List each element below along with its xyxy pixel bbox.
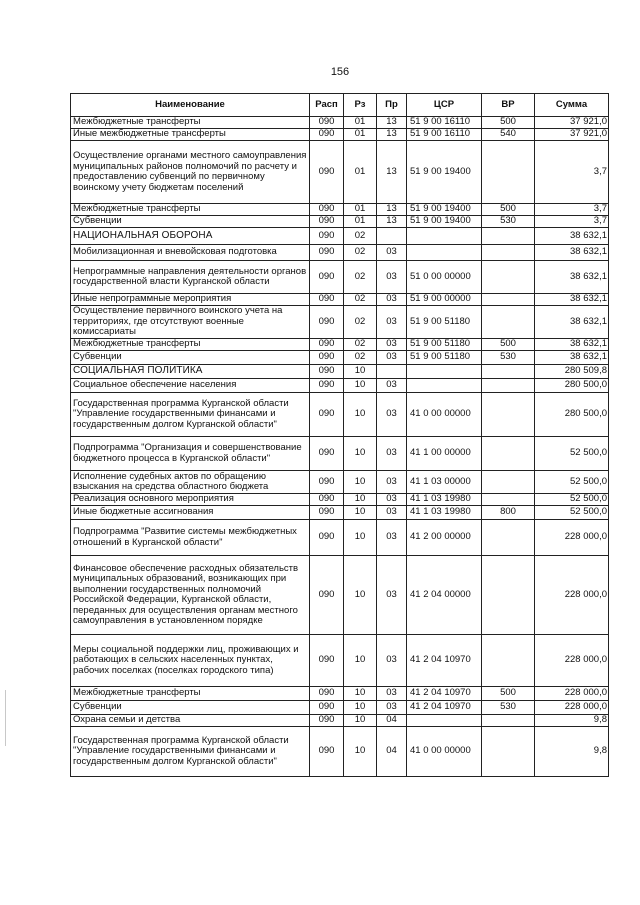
cell-name: Иные бюджетные ассигнования	[71, 506, 310, 520]
cell-rasp: 090	[310, 471, 344, 494]
header-rasp: Расп	[310, 94, 344, 117]
header-row	[71, 94, 609, 117]
cell-sum: 228 000,0	[535, 520, 609, 556]
cell-sum: 38 632,1	[535, 245, 609, 261]
cell-vr	[482, 306, 535, 339]
cell-rasp: 090	[310, 306, 344, 339]
cell-sum: 52 500,0	[535, 506, 609, 520]
table-row	[71, 261, 609, 294]
table-body	[71, 117, 609, 777]
cell-vr: 500	[482, 339, 535, 351]
cell-sum: 228 000,0	[535, 635, 609, 687]
cell-sum: 3,7	[535, 216, 609, 228]
cell-pr: 03	[377, 379, 407, 393]
cell-pr: 13	[377, 117, 407, 129]
table-row	[71, 351, 609, 365]
cell-pr	[377, 228, 407, 245]
cell-csr: 51 9 00 16110	[407, 129, 482, 141]
cell-csr: 41 2 04 10970	[407, 701, 482, 715]
cell-rz: 10	[344, 379, 377, 393]
cell-name: НАЦИОНАЛЬНАЯ ОБОРОНА	[71, 228, 310, 245]
table-row	[71, 216, 609, 228]
cell-sum: 9,8	[535, 715, 609, 727]
cell-rz: 01	[344, 117, 377, 129]
cell-vr: 530	[482, 701, 535, 715]
cell-vr	[482, 556, 535, 635]
cell-csr: 51 9 00 00000	[407, 294, 482, 306]
cell-csr: 41 2 04 10970	[407, 687, 482, 701]
cell-csr: 41 1 03 19980	[407, 494, 482, 506]
header-name: Наименование	[71, 94, 310, 117]
cell-pr: 03	[377, 471, 407, 494]
cell-pr: 03	[377, 635, 407, 687]
cell-rz: 10	[344, 365, 377, 379]
cell-rz: 02	[344, 245, 377, 261]
cell-sum: 38 632,1	[535, 339, 609, 351]
table-row	[71, 687, 609, 701]
table-row	[71, 117, 609, 129]
header-rz: Рз	[344, 94, 377, 117]
table-row	[71, 520, 609, 556]
cell-pr	[377, 365, 407, 379]
table-row	[71, 727, 609, 777]
cell-pr: 13	[377, 141, 407, 204]
cell-rz: 02	[344, 228, 377, 245]
cell-rz: 10	[344, 687, 377, 701]
cell-csr	[407, 245, 482, 261]
cell-csr: 51 9 00 51180	[407, 339, 482, 351]
cell-csr: 51 0 00 00000	[407, 261, 482, 294]
cell-rasp: 090	[310, 245, 344, 261]
cell-rasp: 090	[310, 339, 344, 351]
cell-vr	[482, 715, 535, 727]
cell-vr	[482, 393, 535, 437]
cell-csr: 41 2 00 00000	[407, 520, 482, 556]
table-row	[71, 715, 609, 727]
cell-sum: 9,8	[535, 727, 609, 777]
cell-rasp: 090	[310, 294, 344, 306]
cell-csr: 51 9 00 19400	[407, 204, 482, 216]
cell-csr: 41 2 04 00000	[407, 556, 482, 635]
cell-pr: 03	[377, 339, 407, 351]
cell-rz: 02	[344, 261, 377, 294]
cell-name: Реализация основного мероприятия	[71, 494, 310, 506]
cell-vr: 540	[482, 129, 535, 141]
cell-sum: 3,7	[535, 141, 609, 204]
cell-sum: 37 921,0	[535, 129, 609, 141]
cell-rz: 10	[344, 556, 377, 635]
cell-csr: 41 1 00 00000	[407, 437, 482, 471]
cell-rasp: 090	[310, 437, 344, 471]
table-row	[71, 701, 609, 715]
table-row	[71, 437, 609, 471]
cell-rasp: 090	[310, 687, 344, 701]
cell-rasp: 090	[310, 715, 344, 727]
cell-name: Осуществление органами местного самоуправления муниципальных районов полномочий по расчету и предоставлению субвенций по первичному воинскому учету бюджетам поселений	[71, 141, 310, 204]
table-row	[71, 379, 609, 393]
cell-rz: 01	[344, 129, 377, 141]
budget-table	[70, 93, 609, 777]
cell-sum: 52 500,0	[535, 437, 609, 471]
cell-csr	[407, 715, 482, 727]
cell-csr	[407, 379, 482, 393]
cell-name: Охрана семьи и детства	[71, 715, 310, 727]
cell-rz: 01	[344, 204, 377, 216]
cell-name: Межбюджетные трансферты	[71, 687, 310, 701]
cell-csr: 41 0 00 00000	[407, 393, 482, 437]
cell-name: Подпрограмма "Развитие системы межбюджетных отношений в Курганской области"	[71, 520, 310, 556]
cell-vr	[482, 494, 535, 506]
cell-csr: 51 9 00 16110	[407, 117, 482, 129]
cell-name: Непрограммные направления деятельности органов государственной власти Курганской области	[71, 261, 310, 294]
cell-name: Государственная программа Курганской области "Управление государственными финансами и государственным долгом Курганской области"	[71, 393, 310, 437]
table-row	[71, 129, 609, 141]
cell-rz: 10	[344, 715, 377, 727]
table-row	[71, 294, 609, 306]
cell-pr: 03	[377, 245, 407, 261]
table-row	[71, 635, 609, 687]
header-sum: Сумма	[535, 94, 609, 117]
cell-name: Межбюджетные трансферты	[71, 339, 310, 351]
table-row	[71, 141, 609, 204]
cell-name: Иные межбюджетные трансферты	[71, 129, 310, 141]
cell-vr	[482, 294, 535, 306]
cell-sum: 52 500,0	[535, 494, 609, 506]
cell-name: Финансовое обеспечение расходных обязательств муниципальных образований, возникающих при выполнении государственных полномочий Российской Федерации, Курганской области, переданных для осуществления органам местного самоуправления в установленном порядке	[71, 556, 310, 635]
cell-rz: 10	[344, 471, 377, 494]
cell-rasp: 090	[310, 379, 344, 393]
cell-rasp: 090	[310, 129, 344, 141]
cell-rasp: 090	[310, 520, 344, 556]
table-row	[71, 245, 609, 261]
cell-rz: 01	[344, 141, 377, 204]
table-header	[71, 94, 609, 117]
cell-pr: 13	[377, 216, 407, 228]
cell-vr	[482, 141, 535, 204]
cell-name: Осуществление первичного воинского учета на территориях, где отсутствуют военные комиссариаты	[71, 306, 310, 339]
cell-vr	[482, 379, 535, 393]
cell-rz: 10	[344, 494, 377, 506]
table-row	[71, 494, 609, 506]
cell-name: Мобилизационная и вневойсковая подготовка	[71, 245, 310, 261]
cell-name: Субвенции	[71, 351, 310, 365]
cell-sum: 37 921,0	[535, 117, 609, 129]
cell-vr: 500	[482, 687, 535, 701]
cell-name: Субвенции	[71, 701, 310, 715]
cell-vr	[482, 261, 535, 294]
cell-rasp: 090	[310, 506, 344, 520]
table-row	[71, 306, 609, 339]
cell-rz: 10	[344, 393, 377, 437]
cell-name: Исполнение судебных актов по обращению взыскания на средства областного бюджета	[71, 471, 310, 494]
header-csr: ЦСР	[407, 94, 482, 117]
cell-rz: 10	[344, 506, 377, 520]
cell-pr: 03	[377, 351, 407, 365]
cell-pr: 03	[377, 306, 407, 339]
cell-pr: 03	[377, 294, 407, 306]
table-row	[71, 556, 609, 635]
cell-name: Межбюджетные трансферты	[71, 204, 310, 216]
cell-pr: 03	[377, 393, 407, 437]
cell-vr: 530	[482, 351, 535, 365]
cell-rasp: 090	[310, 141, 344, 204]
cell-vr: 530	[482, 216, 535, 228]
page-number: 156	[330, 66, 350, 78]
header-vr: ВР	[482, 94, 535, 117]
cell-rz: 10	[344, 635, 377, 687]
cell-csr	[407, 365, 482, 379]
cell-name: Меры социальной поддержки лиц, проживающих и работающих в сельских населенных пунктах, рабочих поселках (поселках городского типа)	[71, 635, 310, 687]
cell-vr	[482, 228, 535, 245]
cell-pr: 04	[377, 727, 407, 777]
cell-csr: 41 1 03 19980	[407, 506, 482, 520]
cell-rz: 02	[344, 339, 377, 351]
cell-rz: 02	[344, 351, 377, 365]
cell-pr: 03	[377, 506, 407, 520]
cell-sum: 38 632,1	[535, 306, 609, 339]
header-pr: Пр	[377, 94, 407, 117]
cell-rasp: 090	[310, 393, 344, 437]
scan-margin-mark	[5, 690, 6, 746]
cell-pr: 04	[377, 715, 407, 727]
cell-rasp: 090	[310, 216, 344, 228]
cell-rz: 02	[344, 294, 377, 306]
cell-rasp: 090	[310, 204, 344, 216]
cell-pr: 03	[377, 687, 407, 701]
cell-csr: 41 2 04 10970	[407, 635, 482, 687]
cell-sum: 3,7	[535, 204, 609, 216]
table-row	[71, 365, 609, 379]
table-row	[71, 204, 609, 216]
cell-rasp: 090	[310, 701, 344, 715]
cell-rasp: 090	[310, 365, 344, 379]
cell-csr: 51 9 00 51180	[407, 306, 482, 339]
cell-csr: 51 9 00 19400	[407, 216, 482, 228]
cell-rasp: 090	[310, 556, 344, 635]
cell-csr	[407, 228, 482, 245]
cell-vr: 800	[482, 506, 535, 520]
cell-rasp: 090	[310, 494, 344, 506]
cell-name: Субвенции	[71, 216, 310, 228]
cell-sum: 228 000,0	[535, 701, 609, 715]
cell-name: Социальное обеспечение населения	[71, 379, 310, 393]
cell-rasp: 090	[310, 351, 344, 365]
cell-sum: 228 000,0	[535, 687, 609, 701]
cell-rz: 02	[344, 306, 377, 339]
cell-sum: 228 000,0	[535, 556, 609, 635]
cell-sum: 38 632,1	[535, 228, 609, 245]
cell-vr	[482, 437, 535, 471]
cell-vr	[482, 471, 535, 494]
cell-rz: 10	[344, 727, 377, 777]
cell-pr: 03	[377, 437, 407, 471]
cell-sum: 38 632,1	[535, 261, 609, 294]
table-row	[71, 506, 609, 520]
cell-rasp: 090	[310, 727, 344, 777]
cell-sum: 280 500,0	[535, 379, 609, 393]
cell-rz: 01	[344, 216, 377, 228]
table-row	[71, 393, 609, 437]
cell-pr: 13	[377, 204, 407, 216]
cell-sum: 280 500,0	[535, 393, 609, 437]
cell-rz: 10	[344, 520, 377, 556]
cell-rasp: 090	[310, 261, 344, 294]
cell-pr: 03	[377, 556, 407, 635]
cell-rz: 10	[344, 701, 377, 715]
cell-pr: 03	[377, 261, 407, 294]
cell-vr	[482, 365, 535, 379]
cell-rasp: 090	[310, 635, 344, 687]
table-row	[71, 471, 609, 494]
cell-csr: 41 1 03 00000	[407, 471, 482, 494]
cell-csr: 51 9 00 51180	[407, 351, 482, 365]
cell-vr: 500	[482, 117, 535, 129]
cell-vr	[482, 727, 535, 777]
cell-rasp: 090	[310, 117, 344, 129]
cell-vr	[482, 520, 535, 556]
cell-name: Подпрограмма "Организация и совершенствование бюджетного процесса в Курганской области"	[71, 437, 310, 471]
cell-sum: 280 509,8	[535, 365, 609, 379]
cell-vr: 500	[482, 204, 535, 216]
cell-pr: 03	[377, 701, 407, 715]
cell-csr: 51 9 00 19400	[407, 141, 482, 204]
table-row	[71, 339, 609, 351]
cell-name: Иные непрограммные мероприятия	[71, 294, 310, 306]
cell-csr: 41 0 00 00000	[407, 727, 482, 777]
cell-vr	[482, 635, 535, 687]
cell-pr: 03	[377, 520, 407, 556]
cell-name: Государственная программа Курганской области "Управление государственными финансами и государственным долгом Курганской области"	[71, 727, 310, 777]
cell-rasp: 090	[310, 228, 344, 245]
cell-sum: 38 632,1	[535, 294, 609, 306]
cell-rz: 10	[344, 437, 377, 471]
cell-vr	[482, 245, 535, 261]
cell-name: Межбюджетные трансферты	[71, 117, 310, 129]
cell-name: СОЦИАЛЬНАЯ ПОЛИТИКА	[71, 365, 310, 379]
cell-pr: 03	[377, 494, 407, 506]
cell-sum: 38 632,1	[535, 351, 609, 365]
cell-pr: 13	[377, 129, 407, 141]
table-row	[71, 228, 609, 245]
cell-sum: 52 500,0	[535, 471, 609, 494]
